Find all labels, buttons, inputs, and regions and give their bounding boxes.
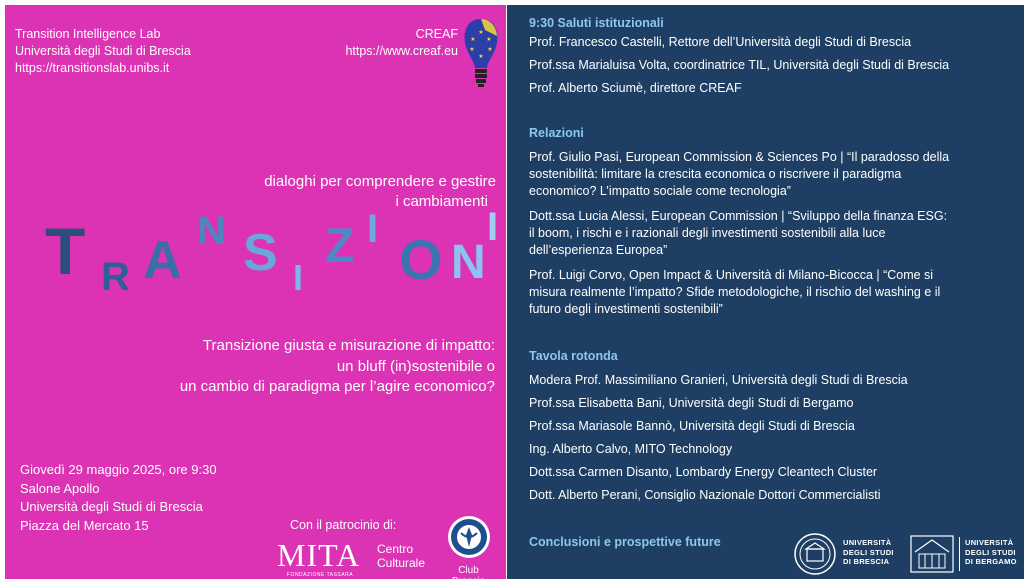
svg-text:★: ★ xyxy=(487,46,493,53)
unibg-line-1: UNIVERSITÀ xyxy=(965,538,1014,547)
creaf-url: https://www.creaf.eu xyxy=(345,44,458,58)
event-university: Università degli Studi di Brescia xyxy=(20,499,203,514)
unibs-logo xyxy=(793,531,905,577)
svg-text:★: ★ xyxy=(486,36,492,43)
lab-university: Università degli Studi di Brescia xyxy=(15,44,191,58)
opening-item: Prof. Alberto Sciumè, direttore CREAF xyxy=(529,81,742,95)
talk-line: Dott.ssa Lucia Alessi, European Commission | “Sviluppo della finanza ESG: xyxy=(529,209,948,223)
unibs-line-3: DI BRESCIA xyxy=(843,557,890,566)
club-name: Club Brescia xyxy=(451,565,486,587)
subtitle-line-3: un cambio di paradigma per l’agire economico? xyxy=(179,378,495,395)
wordmark-letter: I xyxy=(487,205,499,249)
talk-line: il boom, i rischi e i razionali degli investimenti sostenibili alla luce xyxy=(529,226,886,240)
roundtable-item: Dott.ssa Carmen Disanto, Lombardy Energy Cleantech Cluster xyxy=(529,465,878,479)
wordmark-letter: R xyxy=(101,255,130,299)
unibg-building-icon xyxy=(909,532,955,576)
section-roundtable-title: Tavola rotonda xyxy=(529,349,618,363)
subtitle-line-2: un bluff (in)sostenibile o xyxy=(336,357,495,375)
svg-text:★: ★ xyxy=(470,36,476,43)
event-date: Giovedì 29 maggio 2025, ore 9:30 xyxy=(20,462,217,477)
talk-line: Prof. Luigi Corvo, Open Impact & Università di Milano-Bicocca | “Come si xyxy=(529,268,934,282)
svg-text:★: ★ xyxy=(469,46,475,53)
talk-item xyxy=(529,149,1004,200)
transizioni-wordmark xyxy=(45,205,505,315)
roundtable-item: Modera Prof. Massimiliano Granieri, Università degli Studi di Brescia xyxy=(529,373,908,387)
mita-wordmark: MITA xyxy=(277,537,361,573)
logo-divider xyxy=(959,537,960,571)
roundtable-item: Prof.ssa Mariasole Bannò, Università degli Studi di Brescia xyxy=(529,419,855,433)
tagline-line-2: i cambiamenti xyxy=(395,193,488,210)
soroptimist-seal-icon xyxy=(447,515,491,559)
lab-name: Transition Intelligence Lab xyxy=(15,27,161,41)
university-logos xyxy=(793,531,1023,577)
unibg-name xyxy=(965,538,1017,567)
talk-line: dell’esperienza Europea” xyxy=(529,243,668,257)
talk-item xyxy=(529,208,1004,259)
event-venue: Salone Apollo xyxy=(20,480,100,496)
mita-tagline xyxy=(377,542,425,570)
talk-line: sostenibilità: limitare la crescita economica o riscrivere il paradigma xyxy=(529,167,902,181)
talk-item xyxy=(529,267,1004,318)
section-talks-title: Relazioni xyxy=(529,126,584,140)
creaf-lightbulb-logo xyxy=(461,16,501,98)
opening-item: Prof. Francesco Castelli, Rettore dell’Università degli Studi di Brescia xyxy=(529,35,912,49)
wordmark-letter: S xyxy=(243,224,278,282)
talk-line: futuro degli investimenti sostenibili” xyxy=(529,302,723,316)
patronage-label: Con il patrocinio di: xyxy=(290,518,397,532)
subtitle-line-1: Transizione giusta e misurazione di impatto: xyxy=(202,337,495,354)
wordmark-letter: A xyxy=(143,230,182,290)
mita-foundation: FONDAZIONE TASSARA xyxy=(287,572,354,578)
wordmark-letter: I xyxy=(293,257,304,298)
event-address: Piazza del Mercato 15 xyxy=(20,517,149,533)
creaf-name: CREAF xyxy=(415,27,458,41)
mita-logo xyxy=(277,537,437,581)
mita-tagline-1: Centro xyxy=(377,542,414,556)
event-details xyxy=(20,461,217,535)
talk-line: economico? L’impatto sociale come tecnologia” xyxy=(529,184,791,198)
opening-item: Prof.ssa Marialuisa Volta, coordinatrice TIL, Università degli Studi di Brescia xyxy=(529,58,950,72)
lab-info xyxy=(15,26,191,77)
roundtable-item: Prof.ssa Elisabetta Bani, Università degli Studi di Bergamo xyxy=(529,396,854,410)
unibg-line-3: DI BERGAMO xyxy=(965,557,1017,566)
mita-tagline-2: Culturale xyxy=(377,556,426,570)
section-opening-title: 9:30 Saluti istituzionali xyxy=(529,16,664,30)
tagline-line-1: dialoghi per comprendere e gestire xyxy=(264,173,496,190)
talk-line: Prof. Giulio Pasi, European Commission & Sciences Po | “Il paradosso della xyxy=(529,150,950,164)
svg-text:★: ★ xyxy=(478,29,484,36)
left-panel xyxy=(5,5,506,587)
unibg-logo xyxy=(909,531,1023,577)
unibs-name xyxy=(843,538,894,567)
wordmark-letter: N xyxy=(197,209,226,253)
roundtable-item: Dott. Alberto Perani, Consiglio Nazionale Dottori Commercialisti xyxy=(529,488,881,502)
talk-line: misura realmente l’impatto? Sfide metodologiche, il rischio del washing e il xyxy=(529,285,941,299)
wordmark-letter: T xyxy=(45,214,86,288)
soroptimist-logo xyxy=(441,515,496,587)
roundtable-item: Ing. Alberto Calvo, MITO Technology xyxy=(529,442,733,456)
wordmark-letter: N xyxy=(451,236,486,289)
wordmark-letter: O xyxy=(399,228,443,291)
lab-url: https://transitionslab.unibs.it xyxy=(15,61,170,75)
event-subtitle xyxy=(180,336,495,398)
wordmark-letter: Z xyxy=(325,220,355,273)
unibs-seal-icon xyxy=(793,532,837,576)
wordmark-letter: I xyxy=(367,207,379,251)
section-closing-title: Conclusioni e prospettive future xyxy=(529,535,721,549)
program-panel xyxy=(507,5,1024,579)
creaf-info xyxy=(345,26,458,60)
svg-text:★: ★ xyxy=(478,53,484,60)
unibs-line-1: UNIVERSITÀ xyxy=(843,538,892,547)
unibg-line-2: DEGLI STUDI xyxy=(965,547,1016,557)
unibs-line-2: DEGLI STUDI xyxy=(843,547,894,557)
